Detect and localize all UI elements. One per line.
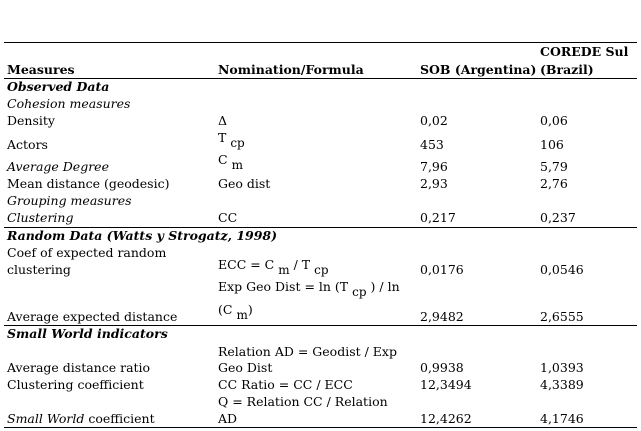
row-clustering-corede: 0,237: [540, 210, 576, 225]
row-small-world-sob: 12,4262: [420, 411, 472, 426]
subsection-cohesion: Cohesion measures: [7, 96, 131, 111]
row-avg-distance-ratio-corede: 1,0393: [540, 360, 584, 375]
row-actors-corede: 106: [540, 137, 564, 152]
row-avg-expected-formula-line2: (C m): [218, 302, 253, 322]
row-coef-random-corede: 0,0546: [540, 262, 584, 277]
row-actors-formula: T cp: [218, 130, 245, 150]
row-clustering-label: Clustering: [7, 210, 74, 225]
row-coef-random-label-line2: clustering: [7, 262, 71, 277]
section-observed: Observed Data: [7, 79, 110, 94]
row-mean-distance-label: Mean distance (geodesic): [7, 176, 170, 191]
section-small-world: Small World indicators: [7, 326, 168, 341]
row-clustering-coef-formula: CC Ratio = CC / ECC: [218, 377, 353, 392]
row-avg-degree-formula: C m: [218, 152, 243, 172]
row-clustering-sob: 0,217: [420, 210, 456, 225]
header-corede-line2: (Brazil): [540, 62, 594, 77]
row-density-formula: Δ: [218, 113, 228, 128]
row-small-world-formula-line1: Q = Relation CC / Relation: [218, 394, 388, 409]
row-avg-distance-ratio-sob: 0,9938: [420, 360, 464, 375]
row-mean-distance-sob: 2,93: [420, 176, 448, 191]
row-small-world-formula-line2: AD: [218, 411, 238, 426]
header-formula: Nomination/Formula: [218, 62, 364, 77]
row-coef-random-label-line1: Coef of expected random: [7, 245, 167, 260]
table-bottom-rule: [4, 427, 637, 428]
row-avg-expected-formula-line1: Exp Geo Dist = ln (T cp ) / ln: [218, 279, 400, 299]
row-density-corede: 0,06: [540, 113, 568, 128]
row-small-world-corede: 4,1746: [540, 411, 584, 426]
subsection-grouping: Grouping measures: [7, 193, 132, 208]
row-avg-degree-label: Average Degree: [7, 159, 109, 174]
row-avg-expected-corede: 2,6555: [540, 309, 584, 324]
row-avg-distance-ratio-label: Average distance ratio: [7, 360, 151, 375]
row-small-world-label: Small World coefficient: [7, 411, 155, 426]
row-avg-distance-ratio-formula-line2: Geo Dist: [218, 360, 273, 375]
row-actors-label: Actors: [7, 137, 48, 152]
row-avg-expected-sob: 2,9482: [420, 309, 464, 324]
row-clustering-coef-sob: 12,3494: [420, 377, 472, 392]
header-sob: SOB (Argentina): [420, 62, 537, 77]
table-top-rule: [4, 42, 637, 43]
row-avg-expected-label: Average expected distance: [7, 309, 178, 324]
row-mean-distance-formula: Geo dist: [218, 176, 271, 191]
row-clustering-coef-label: Clustering coefficient: [7, 377, 144, 392]
row-mean-distance-corede: 2,76: [540, 176, 568, 191]
section-random: Random Data (Watts y Strogatz, 1998): [7, 228, 278, 243]
row-avg-degree-sob: 7,96: [420, 159, 448, 174]
row-density-sob: 0,02: [420, 113, 448, 128]
row-density-label: Density: [7, 113, 55, 128]
header-corede-line1: COREDE Sul: [540, 44, 629, 59]
row-clustering-coef-corede: 4,3389: [540, 377, 584, 392]
row-clustering-formula: CC: [218, 210, 238, 225]
row-avg-distance-ratio-formula-line1: Relation AD = Geodist / Exp: [218, 344, 397, 359]
row-actors-sob: 453: [420, 137, 444, 152]
header-measures: Measures: [7, 62, 75, 77]
row-avg-degree-corede: 5,79: [540, 159, 568, 174]
row-coef-random-formula: ECC = C m / T cp: [218, 257, 329, 277]
row-coef-random-sob: 0,0176: [420, 262, 464, 277]
